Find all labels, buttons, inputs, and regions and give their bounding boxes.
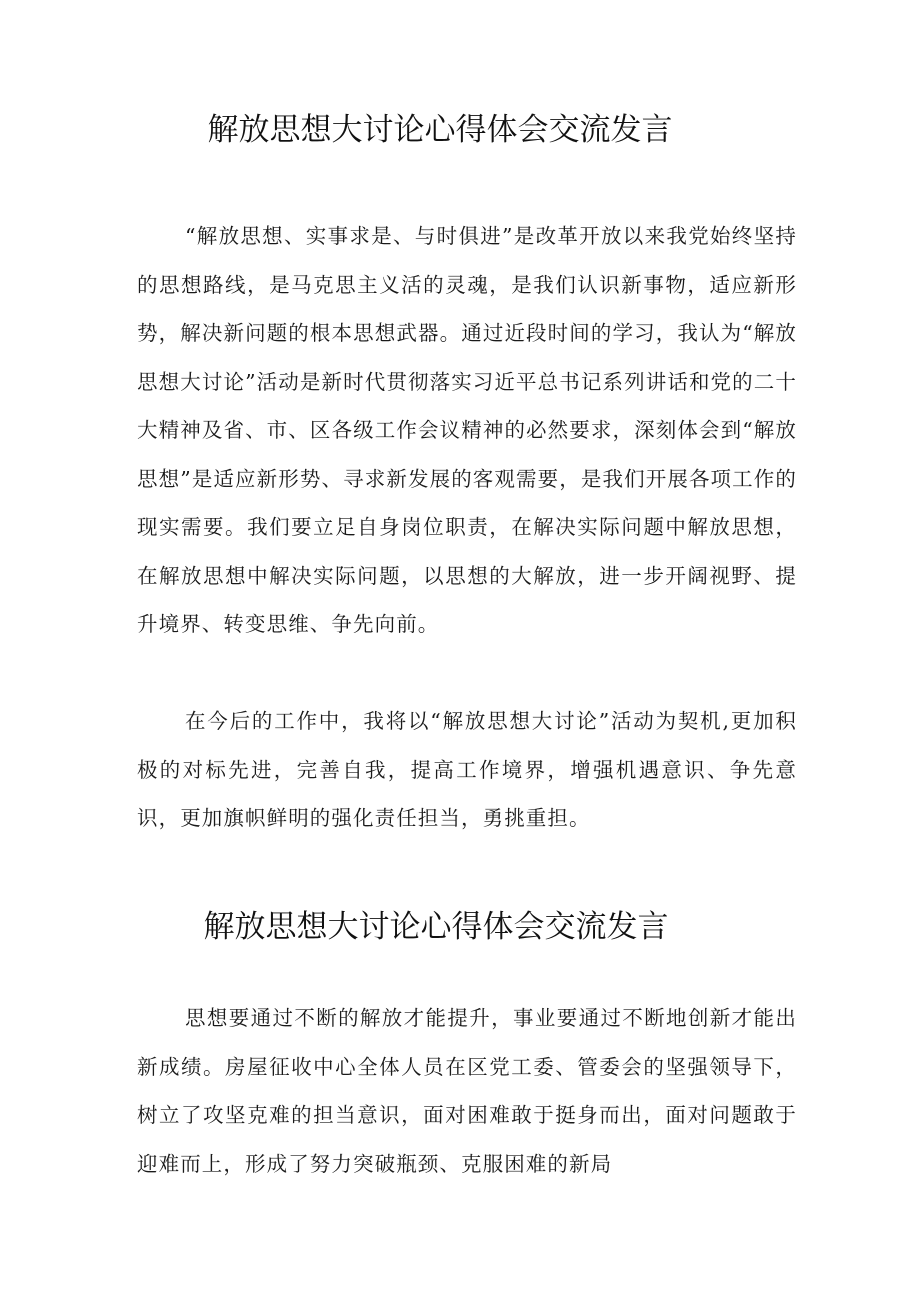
section-1-paragraph-1: “解放思想、实事求是、与时俱进”是改革开放以来我党始终坚持的思想路线，是马克思主义活的灵魂，是我们认识新事物，适应新形势，解决新问题的根本思想武器。通过近段时间的学习，我认为“解放思想大讨论”活动是新时代贯彻落实习近平总书记系列讲话和党的二十大精神及省、市、区各级工作会议精神的必然要求，深刻体会到“解放思想”是适应新形势、寻求新发展的客观需要，是我们开展各项工作的现实需要。我们要立足自身岗位职责，在解决实际问题中解放思想，在解放思想中解决实际问题，以思想的大解放，进一步开阔视野、提升境界、转变思维、争先向前。: [137, 224, 797, 636]
section-2-paragraph-1: 思想要通过不断的解放才能提升，事业要通过不断地创新才能出新成绩。房屋征收中心全体人员在区党工委、管委会的坚强领导下，树立了攻坚克难的担当意识，面对困难敢于挺身而出，面对问题敢于迎难而上，形成了努力突破瓶颈、克服困难的新局: [137, 1006, 797, 1176]
section-1-paragraph-2: 在今后的工作中，我将以“解放思想大讨论”活动为契机,更加积极的对标先进，完善自我，提高工作境界，增强机遇意识、争先意识，更加旗帜鲜明的强化责任担当，勇挑重担。: [137, 709, 797, 830]
section-1-title: 解放思想大讨论心得体会交流发言: [207, 112, 673, 148]
section-2-title: 解放思想大讨论心得体会交流发言: [203, 909, 669, 945]
